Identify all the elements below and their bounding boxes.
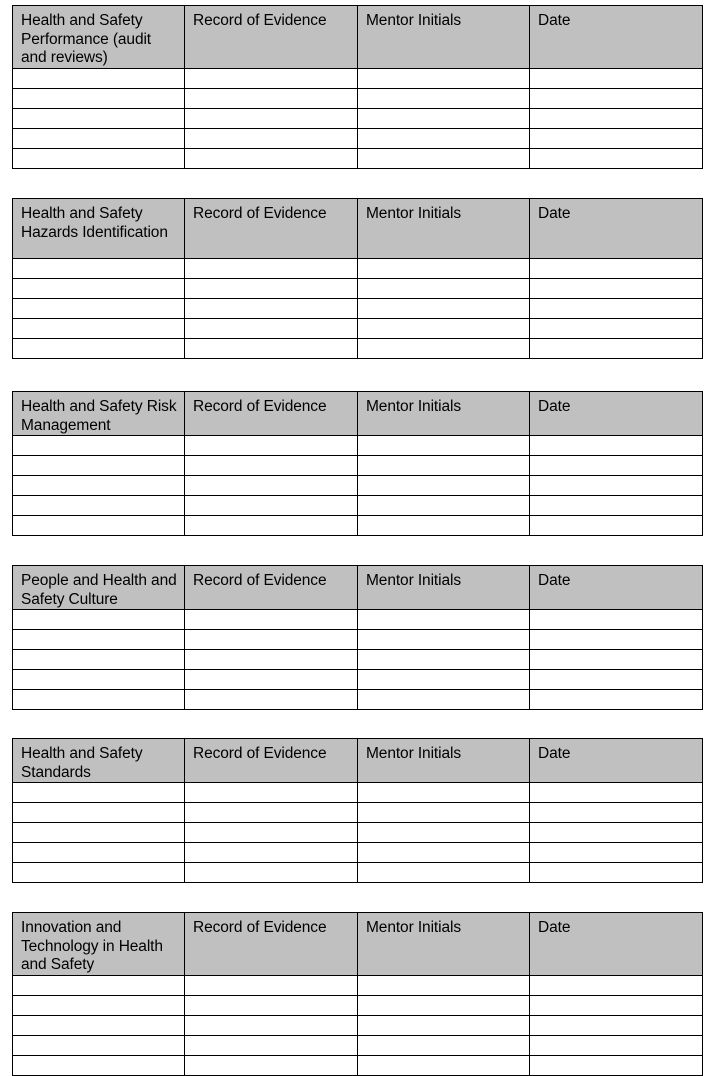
cell-date[interactable]: [530, 803, 703, 823]
cell-date[interactable]: [530, 279, 703, 299]
cell-area[interactable]: [13, 1036, 185, 1056]
column-header-date: Date: [530, 199, 703, 259]
cell-record-of-evidence[interactable]: [185, 456, 358, 476]
entry-row: [13, 496, 703, 516]
section-table: [12, 198, 703, 359]
column-header-evidence: Record of Evidence: [185, 392, 358, 436]
entry-row: [13, 476, 703, 496]
cell-record-of-evidence[interactable]: [185, 319, 358, 339]
section-table: [12, 5, 703, 169]
cell-area[interactable]: [13, 339, 185, 359]
header-row: [13, 566, 703, 610]
cell-date[interactable]: [530, 89, 703, 109]
column-header-date: Date: [530, 6, 703, 69]
cell-date[interactable]: [530, 1016, 703, 1036]
header-row: [13, 6, 703, 69]
column-header-evidence: Record of Evidence: [185, 199, 358, 259]
cell-date[interactable]: [530, 516, 703, 536]
cell-area[interactable]: [13, 149, 185, 169]
cell-area[interactable]: [13, 279, 185, 299]
column-header-date: Date: [530, 913, 703, 976]
cell-date[interactable]: [530, 670, 703, 690]
column-header-mentor-initials: Mentor Initials: [358, 199, 530, 259]
cell-area[interactable]: [13, 976, 185, 996]
entry-row: [13, 1036, 703, 1056]
section-table: [12, 391, 703, 536]
entry-row: [13, 259, 703, 279]
column-header-mentor-initials: Mentor Initials: [358, 392, 530, 436]
header-row: [13, 392, 703, 436]
cell-mentor-initials[interactable]: [358, 89, 530, 109]
cell-record-of-evidence[interactable]: [185, 89, 358, 109]
entry-row: [13, 843, 703, 863]
section-table: [12, 565, 703, 710]
cell-area[interactable]: [13, 476, 185, 496]
column-header-evidence: Record of Evidence: [185, 739, 358, 783]
cell-date[interactable]: [530, 259, 703, 279]
cell-area[interactable]: [13, 129, 185, 149]
cell-date[interactable]: [530, 650, 703, 670]
entry-row: [13, 650, 703, 670]
section-title: Innovation and Technology in Health and Safety: [13, 913, 185, 976]
cell-record-of-evidence[interactable]: [185, 843, 358, 863]
cell-record-of-evidence[interactable]: [185, 299, 358, 319]
cell-date[interactable]: [530, 863, 703, 883]
header-row: [13, 913, 703, 976]
entry-row: [13, 976, 703, 996]
column-header-mentor-initials: Mentor Initials: [358, 6, 530, 69]
cell-date[interactable]: [530, 69, 703, 89]
column-header-evidence: Record of Evidence: [185, 913, 358, 976]
cell-date[interactable]: [530, 436, 703, 456]
cell-area[interactable]: [13, 496, 185, 516]
cell-area[interactable]: [13, 456, 185, 476]
entry-row: [13, 339, 703, 359]
cell-record-of-evidence[interactable]: [185, 436, 358, 456]
entry-row: [13, 69, 703, 89]
cell-record-of-evidence[interactable]: [185, 476, 358, 496]
cell-record-of-evidence[interactable]: [185, 610, 358, 630]
cell-mentor-initials[interactable]: [358, 299, 530, 319]
cell-record-of-evidence[interactable]: [185, 630, 358, 650]
column-header-evidence: Record of Evidence: [185, 566, 358, 610]
cell-mentor-initials[interactable]: [358, 803, 530, 823]
column-header-date: Date: [530, 739, 703, 783]
entry-row: [13, 516, 703, 536]
cell-date[interactable]: [530, 1036, 703, 1056]
cell-mentor-initials[interactable]: [358, 109, 530, 129]
entry-row: [13, 670, 703, 690]
cell-mentor-initials[interactable]: [358, 1036, 530, 1056]
column-header-date: Date: [530, 566, 703, 610]
entry-row: [13, 803, 703, 823]
section-table: [12, 912, 703, 1076]
cell-record-of-evidence[interactable]: [185, 149, 358, 169]
cell-mentor-initials[interactable]: [358, 69, 530, 89]
cell-date[interactable]: [530, 129, 703, 149]
cell-area[interactable]: [13, 1016, 185, 1036]
cell-record-of-evidence[interactable]: [185, 670, 358, 690]
cell-date[interactable]: [530, 843, 703, 863]
cell-area[interactable]: [13, 299, 185, 319]
header-row: [13, 199, 703, 259]
section-title: Health and Safety Performance (audit and reviews): [13, 6, 185, 69]
entry-row: [13, 109, 703, 129]
cell-record-of-evidence[interactable]: [185, 109, 358, 129]
entry-row: [13, 863, 703, 883]
column-header-date: Date: [530, 392, 703, 436]
column-header-mentor-initials: Mentor Initials: [358, 913, 530, 976]
cell-date[interactable]: [530, 149, 703, 169]
entry-row: [13, 89, 703, 109]
cell-mentor-initials[interactable]: [358, 1016, 530, 1036]
cell-area[interactable]: [13, 610, 185, 630]
cell-mentor-initials[interactable]: [358, 339, 530, 359]
cell-record-of-evidence[interactable]: [185, 496, 358, 516]
cell-mentor-initials[interactable]: [358, 823, 530, 843]
cell-date[interactable]: [530, 299, 703, 319]
section-table: [12, 738, 703, 883]
entry-row: [13, 823, 703, 843]
cell-date[interactable]: [530, 690, 703, 710]
cell-record-of-evidence[interactable]: [185, 259, 358, 279]
section-title: Health and Safety Risk Management: [13, 392, 185, 436]
cell-mentor-initials[interactable]: [358, 843, 530, 863]
cell-record-of-evidence[interactable]: [185, 650, 358, 670]
entry-row: [13, 299, 703, 319]
cell-date[interactable]: [530, 610, 703, 630]
cell-record-of-evidence[interactable]: [185, 863, 358, 883]
entry-row: [13, 610, 703, 630]
cell-area[interactable]: [13, 843, 185, 863]
entry-row: [13, 1056, 703, 1076]
cell-date[interactable]: [530, 783, 703, 803]
cell-mentor-initials[interactable]: [358, 976, 530, 996]
cell-area[interactable]: [13, 1056, 185, 1076]
cell-mentor-initials[interactable]: [358, 436, 530, 456]
cell-area[interactable]: [13, 823, 185, 843]
cell-area[interactable]: [13, 630, 185, 650]
column-header-evidence: Record of Evidence: [185, 6, 358, 69]
cell-area[interactable]: [13, 319, 185, 339]
cell-date[interactable]: [530, 339, 703, 359]
cell-mentor-initials[interactable]: [358, 630, 530, 650]
cell-record-of-evidence[interactable]: [185, 279, 358, 299]
entry-row: [13, 630, 703, 650]
header-row: [13, 739, 703, 783]
cell-date[interactable]: [530, 319, 703, 339]
cell-date[interactable]: [530, 456, 703, 476]
entry-row: [13, 436, 703, 456]
entry-row: [13, 129, 703, 149]
cell-record-of-evidence[interactable]: [185, 339, 358, 359]
cell-record-of-evidence[interactable]: [185, 516, 358, 536]
cell-record-of-evidence[interactable]: [185, 783, 358, 803]
entry-row: [13, 456, 703, 476]
cell-record-of-evidence[interactable]: [185, 1016, 358, 1036]
cell-mentor-initials[interactable]: [358, 783, 530, 803]
cell-area[interactable]: [13, 516, 185, 536]
cell-mentor-initials[interactable]: [358, 476, 530, 496]
entry-row: [13, 996, 703, 1016]
cell-area[interactable]: [13, 109, 185, 129]
cell-mentor-initials[interactable]: [358, 670, 530, 690]
entry-row: [13, 319, 703, 339]
cell-mentor-initials[interactable]: [358, 319, 530, 339]
cell-record-of-evidence[interactable]: [185, 129, 358, 149]
cell-area[interactable]: [13, 650, 185, 670]
cell-record-of-evidence[interactable]: [185, 976, 358, 996]
cell-mentor-initials[interactable]: [358, 496, 530, 516]
cell-mentor-initials[interactable]: [358, 690, 530, 710]
cell-mentor-initials[interactable]: [358, 863, 530, 883]
cell-record-of-evidence[interactable]: [185, 803, 358, 823]
cell-area[interactable]: [13, 259, 185, 279]
cell-date[interactable]: [530, 1056, 703, 1076]
cell-area[interactable]: [13, 863, 185, 883]
cell-area[interactable]: [13, 69, 185, 89]
cell-area[interactable]: [13, 996, 185, 1016]
cell-area[interactable]: [13, 89, 185, 109]
cell-mentor-initials[interactable]: [358, 456, 530, 476]
cell-date[interactable]: [530, 476, 703, 496]
section-title: People and Health and Safety Culture: [13, 566, 185, 610]
entry-row: [13, 279, 703, 299]
entry-row: [13, 783, 703, 803]
cell-record-of-evidence[interactable]: [185, 996, 358, 1016]
cell-date[interactable]: [530, 823, 703, 843]
cell-area[interactable]: [13, 690, 185, 710]
cell-mentor-initials[interactable]: [358, 1056, 530, 1076]
cell-date[interactable]: [530, 996, 703, 1016]
column-header-mentor-initials: Mentor Initials: [358, 566, 530, 610]
section-title: Health and Safety Hazards Identification: [13, 199, 185, 259]
entry-row: [13, 1016, 703, 1036]
cell-mentor-initials[interactable]: [358, 516, 530, 536]
cell-mentor-initials[interactable]: [358, 996, 530, 1016]
cell-date[interactable]: [530, 630, 703, 650]
cell-mentor-initials[interactable]: [358, 279, 530, 299]
cell-mentor-initials[interactable]: [358, 149, 530, 169]
cell-date[interactable]: [530, 109, 703, 129]
cell-area[interactable]: [13, 783, 185, 803]
cell-record-of-evidence[interactable]: [185, 690, 358, 710]
entry-row: [13, 149, 703, 169]
cell-area[interactable]: [13, 436, 185, 456]
section-title: Health and Safety Standards: [13, 739, 185, 783]
cell-mentor-initials[interactable]: [358, 259, 530, 279]
cell-mentor-initials[interactable]: [358, 129, 530, 149]
entry-row: [13, 690, 703, 710]
cell-date[interactable]: [530, 976, 703, 996]
cell-record-of-evidence[interactable]: [185, 1036, 358, 1056]
cell-date[interactable]: [530, 496, 703, 516]
cell-record-of-evidence[interactable]: [185, 69, 358, 89]
cell-mentor-initials[interactable]: [358, 610, 530, 630]
cell-mentor-initials[interactable]: [358, 650, 530, 670]
cell-record-of-evidence[interactable]: [185, 823, 358, 843]
cell-record-of-evidence[interactable]: [185, 1056, 358, 1076]
cell-area[interactable]: [13, 803, 185, 823]
cell-area[interactable]: [13, 670, 185, 690]
column-header-mentor-initials: Mentor Initials: [358, 739, 530, 783]
